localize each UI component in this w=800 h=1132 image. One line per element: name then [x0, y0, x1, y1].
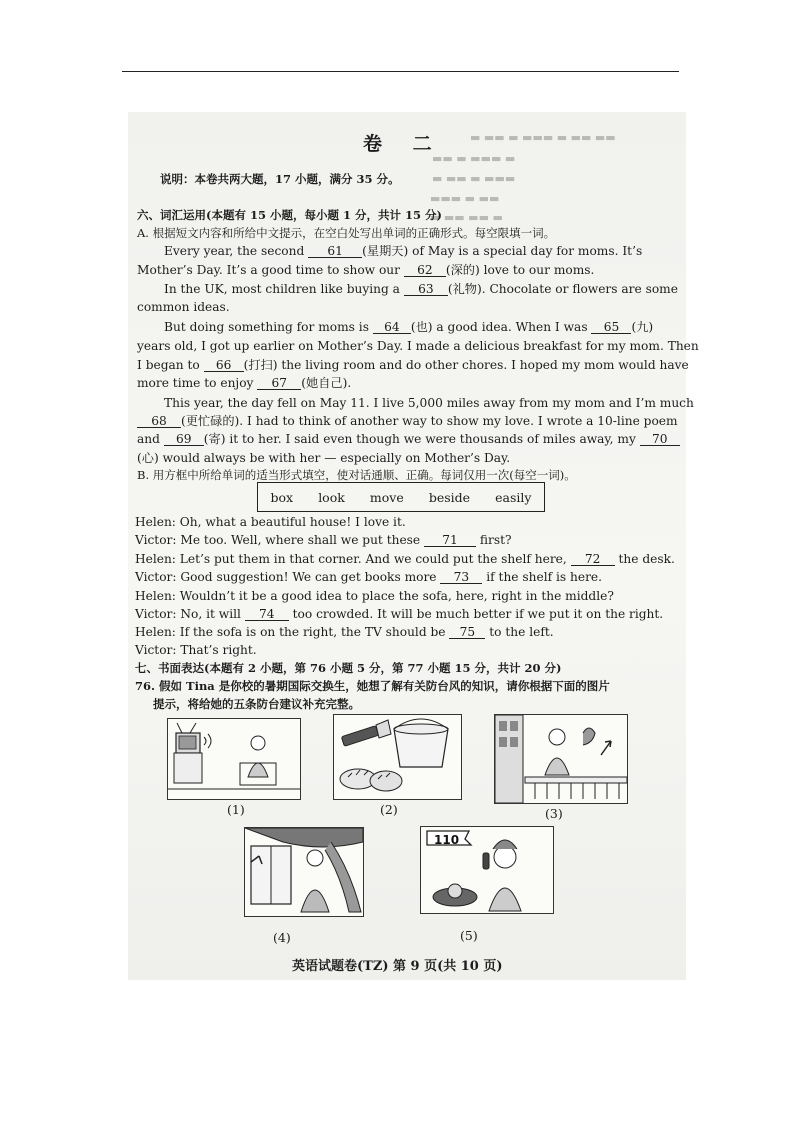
picture-2-caption: (2)	[380, 802, 398, 817]
picture-1-caption: (1)	[227, 802, 245, 817]
blank-66[interactable]: 66	[204, 359, 244, 372]
blank-75[interactable]: 75	[449, 626, 485, 639]
passage-line: 68 (更忙碌的). I had to think of another way to show my love. I wrote a 10-line poem	[137, 414, 678, 428]
blank-65[interactable]: 65	[591, 321, 631, 334]
section6-heading: 六、词汇运用(本题有 15 小题，每小题 1 分，共计 15 分)	[137, 208, 442, 222]
passage-line: But doing something for moms is 64 (也) a good idea. When I was 65 (九)	[164, 320, 654, 334]
question-76-line1: 76. 假如 Tina 是你校的暑期国际交换生，她想了解有关防台风的知识，请你根据下面的图片	[135, 679, 610, 693]
blank-67[interactable]: 67	[257, 377, 301, 390]
word-box-item: easily	[495, 489, 532, 505]
partA-instruction: A. 根据短文内容和所给中文提示，在空白处写出单词的正确形式。每空限填一词。	[137, 226, 556, 240]
bleed-through-text: ▬ ▬▬ ▬▬ ▬	[430, 211, 503, 224]
dialogue-line: Helen: If the sofa is on the right, the TV should be 75 to the left.	[135, 625, 554, 639]
tv-girl-illustration	[168, 719, 300, 799]
dialogue-line: Helen: Wouldn’t it be a good idea to place the sofa, here, right in the middle?	[135, 589, 614, 603]
question-76-line2: 提示，将给她的五条防台建议补充完整。	[153, 697, 360, 711]
passage-line: and 69 (寄) it to her. I said even though we were thousands of miles away, my 70	[137, 432, 680, 446]
blank-72[interactable]: 72	[571, 553, 615, 566]
passage-line: (心) would always be with her — especially on Mother’s Day.	[137, 451, 511, 465]
word-box-item: look	[318, 489, 345, 505]
page-title: 卷 二	[363, 133, 444, 155]
word-box	[257, 482, 545, 512]
passage-line: common ideas.	[137, 300, 230, 314]
passage-line: In the UK, most children like buying a 63 (礼物). Chocolate or flowers are some	[164, 282, 678, 296]
blank-62[interactable]: 62	[404, 264, 446, 277]
picture-2-supplies	[333, 714, 462, 800]
balcony-flowerpot-illustration	[495, 715, 627, 803]
passage-line: more time to enjoy 67 (她自己).	[137, 376, 352, 390]
dialogue-line: Helen: Oh, what a beautiful house! I love it.	[135, 515, 406, 529]
bleed-through-text: ▬▬▬ ▬ ▬▬	[430, 192, 500, 205]
picture-4-caption: (4)	[273, 930, 291, 945]
picture-5-phone-110	[420, 826, 554, 914]
picture-3-caption: (3)	[545, 806, 563, 821]
picture-1-tv-news	[167, 718, 301, 800]
blank-64[interactable]: 64	[373, 321, 411, 334]
bleed-through-text: ▬ ▬▬ ▬ ▬▬▬ ▬ ▬▬ ▬▬	[470, 131, 616, 144]
picture-4-window	[244, 827, 364, 917]
word-box-item: move	[369, 489, 404, 505]
blank-70[interactable]: 70	[640, 433, 680, 446]
dialogue-line: Victor: That’s right.	[135, 643, 257, 657]
dialogue-line: Victor: No, it will 74 too crowded. It will be much better if we put it on the right.	[135, 607, 664, 621]
passage-line: years old, I got up earlier on Mother’s Day. I made a delicious breakfast for my mom. Then	[137, 339, 699, 353]
passage-line: I began to 66 (打扫) the living room and do other chores. I hoped my mom would have	[137, 358, 689, 372]
blank-73[interactable]: 73	[440, 571, 482, 584]
picture-3-balcony	[494, 714, 628, 804]
phone-110-illustration	[421, 827, 553, 913]
bleed-through-text: ▬ ▬▬ ▬ ▬▬▬	[432, 172, 516, 185]
top-rule	[122, 71, 679, 72]
sign-110-text: 110	[434, 833, 460, 847]
closing-window-illustration	[245, 828, 363, 916]
dialogue-line: Victor: Me too. Well, where shall we put these 71 first?	[135, 533, 512, 547]
partB-instruction: B. 用方框中所给单词的适当形式填空，使对话通顺、正确。每词仅用一次(每空一词)。	[137, 468, 576, 482]
blank-71[interactable]: 71	[424, 534, 476, 547]
blank-69[interactable]: 69	[164, 433, 204, 446]
blank-68[interactable]: 68	[137, 415, 181, 428]
flashlight-bucket-bread-illustration	[334, 715, 461, 799]
passage-line: Every year, the second 61 (星期天) of May is a special day for moms. It’s	[164, 244, 643, 258]
bleed-through-text: ▬▬ ▬ ▬▬▬ ▬	[432, 152, 516, 165]
dialogue-line: Helen: Let’s put them in that corner. And we could put the shelf here, 72 the desk.	[135, 552, 675, 566]
blank-74[interactable]: 74	[245, 608, 289, 621]
dialogue-line: Victor: Good suggestion! We can get books more 73 if the shelf is here.	[135, 570, 602, 584]
word-box-item: box	[270, 489, 294, 505]
word-box-item: beside	[428, 489, 471, 505]
section7-heading: 七、书面表达(本题有 2 小题，第 76 小题 5 分，第 77 小题 15 分，共计 20 分)	[135, 661, 562, 675]
picture-5-caption: (5)	[460, 928, 478, 943]
blank-63[interactable]: 63	[404, 283, 448, 296]
page-footer: 英语试题卷(TZ) 第 9 页(共 10 页)	[292, 959, 503, 974]
passage-line: Mother’s Day. It’s a good time to show our 62 (深的) love to our moms.	[137, 263, 595, 277]
blank-61[interactable]: 61	[308, 245, 362, 258]
passage-line: This year, the day fell on May 11. I live 5,000 miles away from my mom and I’m much	[164, 396, 694, 410]
instructions-note: 说明：本卷共两大题，17 小题，满分 35 分。	[160, 172, 400, 186]
